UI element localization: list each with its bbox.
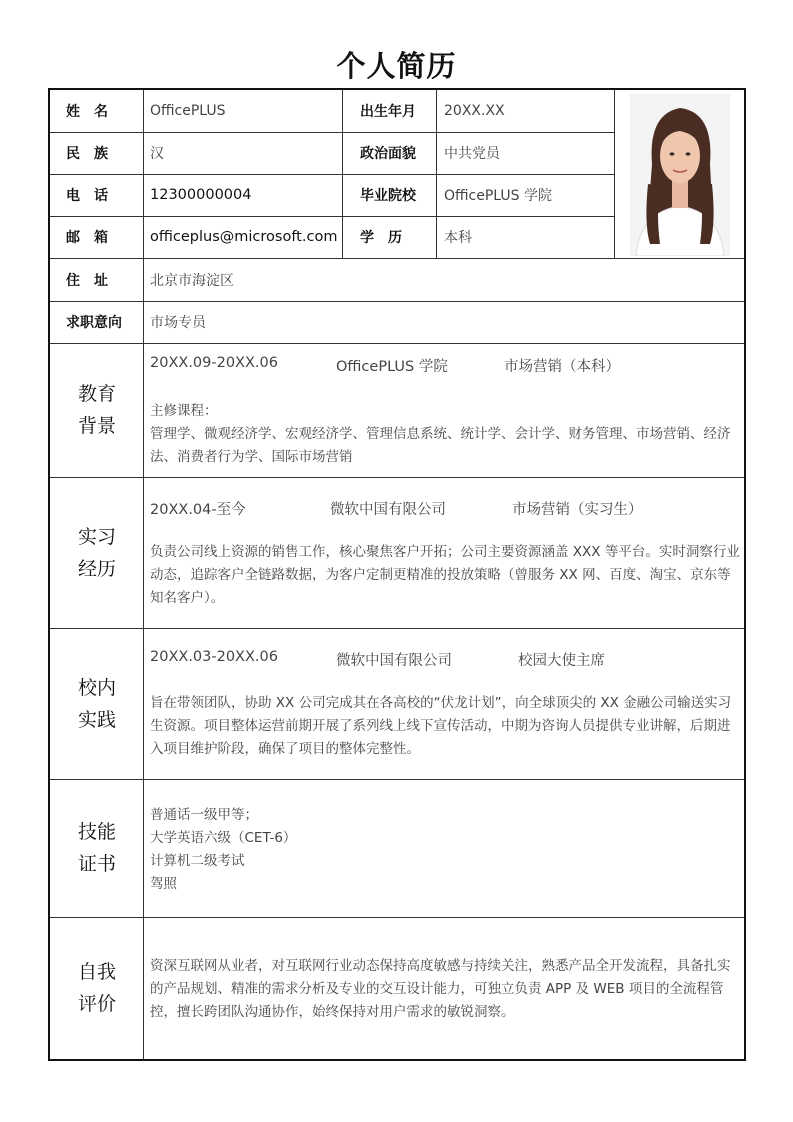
education-section-label: 教育 背景: [77, 383, 116, 437]
row-divider: [50, 779, 744, 780]
intent-label: 求职意向: [66, 315, 122, 331]
row-divider: [50, 477, 744, 478]
self-eval-section-label: 自我 评价: [77, 961, 116, 1015]
degree-value: 本科: [444, 230, 472, 246]
row-divider: [50, 628, 744, 629]
internship-company: 微软中国有限公司: [330, 502, 446, 518]
skill-item: 驾照: [150, 876, 177, 892]
internship-description: 负责公司线上资源的销售工作，核心聚焦客户开拓；公司主要资源涵盖 XXX 等平台。实时洞察行业动态，追踪客户全链路数据，为客户定制更精准的投放策略（曾服务 XX 网、百度、淘宝、京东等知名客户）。: [150, 544, 740, 606]
phone-label: 电 话: [66, 188, 108, 204]
skills-list: [150, 804, 742, 896]
address-label: 住 址: [66, 272, 108, 289]
education-school: OfficePLUS 学院: [336, 359, 448, 375]
resume-table: [48, 88, 746, 1061]
internship-section-label: 实习 经历: [77, 525, 116, 580]
name-label: 姓 名: [66, 104, 108, 120]
school-value: OfficePLUS 学院: [444, 188, 552, 204]
row-divider: [50, 917, 744, 918]
education-period: 20XX.09-20XX.06: [150, 355, 278, 371]
skill-item: 普通话一级甲等；: [150, 807, 258, 823]
campus-role: 校园大使主席: [518, 653, 605, 669]
internship-role: 市场营销（实习生）: [512, 502, 643, 518]
campus-header: [150, 649, 740, 671]
education-major: 市场营销（本科）: [504, 359, 620, 375]
skill-item: 大学英语六级（CET-6）: [150, 830, 297, 846]
profile-photo: [630, 94, 730, 256]
campus-company: 微软中国有限公司: [336, 653, 452, 669]
education-courses: 管理学、微观经济学、宏观经济学、管理信息系统、统计学、会计学、财务管理、市场营销、经济法、消费者行为学、国际市场营销: [150, 426, 731, 465]
row-divider: [50, 343, 744, 344]
campus-section-label: 校内 实践: [77, 676, 116, 731]
education-header: [150, 355, 740, 377]
political-value: 中共党员: [444, 146, 500, 162]
birth-label: 出生年月: [360, 104, 416, 120]
email-value: officeplus@microsoft.com: [150, 229, 338, 245]
email-label: 邮 箱: [66, 230, 108, 246]
campus-description: 旨在带领团队，协助 XX 公司完成其在各高校的“伏龙计划”，向全球顶尖的 XX 金融公司输送实习生资源。项目整体运营前期开展了系列线上线下宣传活动，中期为咨询人员提供专业讲解，后期进入项目维护阶段，确保了项目的整体完整性。: [150, 695, 732, 757]
campus-period: 20XX.03-20XX.06: [150, 649, 278, 665]
name-value: OfficePLUS: [150, 103, 226, 119]
self-eval-description: 资深互联网从业者，对互联网行业动态保持高度敏感与持续关注，熟悉产品全开发流程，具备扎实的产品规划、精准的需求分析及专业的交互设计能力，可独立负责 APP 及 WEB 项目的全流程管控，擅长跨团队沟通协作，始终保持对用户需求的敏锐洞察。: [150, 958, 731, 1020]
portrait-image: [630, 94, 730, 256]
ethnic-label: 民 族: [66, 146, 108, 162]
intent-value: 市场专员: [150, 315, 206, 331]
skill-item: 计算机二级考试: [150, 853, 245, 869]
address-value: 北京市海淀区: [150, 272, 234, 289]
row-divider: [50, 132, 615, 133]
degree-label: 学 历: [360, 230, 402, 246]
skills-section-label: 技能 证书: [77, 821, 116, 875]
political-label: 政治面貌: [360, 146, 416, 162]
internship-period: 20XX.04-至今: [150, 502, 246, 518]
education-courses-title: 主修课程：: [150, 403, 218, 419]
birth-value: 20XX.XX: [444, 103, 505, 119]
internship-header: [150, 498, 740, 520]
ethnic-value: 汉: [150, 146, 164, 162]
phone-value: 12300000004: [150, 187, 252, 203]
school-label: 毕业院校: [360, 188, 416, 204]
resume-title: 个人简历: [336, 49, 457, 83]
